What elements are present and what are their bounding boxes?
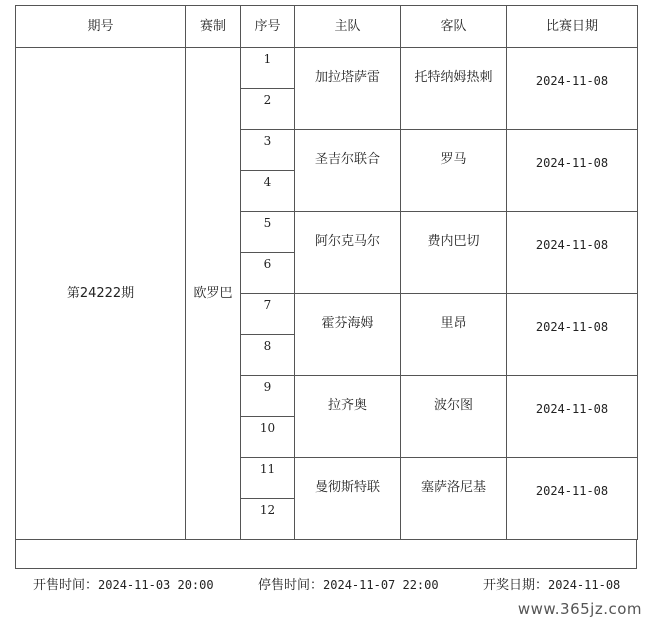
home-team-cell: 阿尔克马尔 [295,212,401,294]
seq-number: 6 [263,256,272,271]
away-team-cell: 费内巴切 [401,212,507,294]
draw-date-label: 开奖日期： [483,577,549,593]
seq-cell [241,130,295,171]
header-seq: 序号 [241,6,295,48]
competition-cell: 欧罗巴 [186,48,241,540]
seq-number: 9 [263,379,272,394]
seq-cell [241,458,295,499]
sale-stop-label: 停售时间： [258,577,324,593]
match-date-cell: 2024-11-08 [507,294,638,376]
seq-cell [241,417,295,458]
draw-date-info [483,574,620,593]
seq-number: 1 [263,51,272,66]
empty-row [15,540,637,569]
header-competition: 赛制 [186,6,241,48]
match-date-cell: 2024-11-08 [507,376,638,458]
seq-number: 2 [263,92,272,107]
sale-info-footer [15,569,637,597]
seq-number: 5 [263,215,272,230]
site-watermark: www.365jz.com [517,600,642,618]
header-row [16,6,638,48]
away-team-cell: 塞萨洛尼基 [401,458,507,540]
header-date: 比赛日期 [507,6,638,48]
seq-number: 12 [259,502,276,517]
seq-cell [241,48,295,89]
draw-date-value: 2024-11-08 [548,577,621,592]
away-team-cell: 波尔图 [401,376,507,458]
away-team-cell: 罗马 [401,130,507,212]
sale-stop-info [258,574,439,593]
sale-start-info [33,574,214,593]
seq-number: 7 [263,297,272,312]
schedule-table [15,5,638,540]
seq-cell [241,335,295,376]
seq-cell [241,171,295,212]
table-row [16,48,638,89]
issue-cell: 第24222期 [16,48,186,540]
home-team-cell: 圣吉尔联合 [295,130,401,212]
sale-stop-value: 2024-11-07 22:00 [323,577,439,592]
seq-cell [241,499,295,540]
home-team-cell: 曼彻斯特联 [295,458,401,540]
seq-number: 10 [259,420,276,435]
header-away: 客队 [401,6,507,48]
sale-start-label: 开售时间： [33,577,99,593]
away-team-cell: 托特纳姆热刺 [401,48,507,130]
seq-number: 8 [263,338,272,353]
seq-cell [241,89,295,130]
match-date-cell: 2024-11-08 [507,212,638,294]
away-team-cell: 里昂 [401,294,507,376]
seq-cell [241,376,295,417]
seq-number: 11 [259,461,276,476]
seq-number: 4 [263,174,272,189]
home-team-cell: 加拉塔萨雷 [295,48,401,130]
seq-cell [241,294,295,335]
seq-cell [241,212,295,253]
home-team-cell: 霍芬海姆 [295,294,401,376]
seq-number: 3 [263,133,272,148]
header-issue: 期号 [16,6,186,48]
match-date-cell: 2024-11-08 [507,458,638,540]
home-team-cell: 拉齐奥 [295,376,401,458]
sale-start-value: 2024-11-03 20:00 [98,577,214,592]
header-home: 主队 [295,6,401,48]
match-date-cell: 2024-11-08 [507,130,638,212]
seq-cell [241,253,295,294]
match-date-cell: 2024-11-08 [507,48,638,130]
